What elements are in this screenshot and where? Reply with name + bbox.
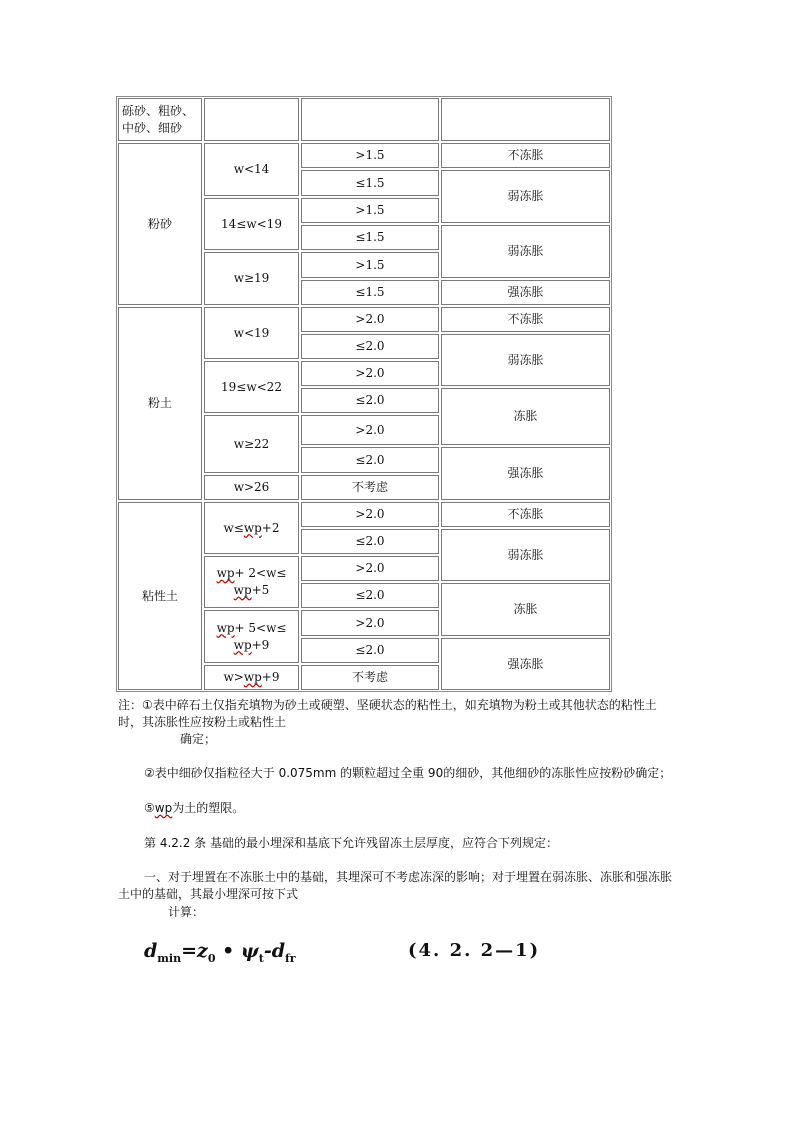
text-part: wp <box>243 670 262 684</box>
text-part: + 2<w≤ <box>234 566 287 580</box>
note-2: ②表中细砂仅指粒径大于 0.075mm 的颗粒超过全重 90的细砂，其他细砂的冻胀性应按粉砂确定； <box>144 766 672 780</box>
thickness-cell: 不考虑 <box>301 475 439 500</box>
moisture-text <box>217 565 287 599</box>
text-part: wp <box>216 620 235 635</box>
thickness-cell: >2.0 <box>301 361 439 386</box>
formula-dmin <box>144 940 296 965</box>
moisture-text <box>224 669 280 686</box>
thickness-cell: ≤2.0 <box>301 447 439 473</box>
frost-class-cell: 弱冻胀 <box>441 225 610 278</box>
thickness-cell: ≤1.5 <box>301 170 439 196</box>
formula-part: • <box>215 940 241 962</box>
frost-class-cell: 冻胀 <box>441 583 610 636</box>
equation-number: (4. 2. 2—1) <box>408 940 541 961</box>
moisture-cell: w<14 <box>204 143 299 196</box>
text-part: w> <box>223 670 244 684</box>
text-part: +2 <box>261 520 280 535</box>
formula-sub: t <box>258 951 264 965</box>
empty-cell <box>441 98 610 141</box>
thickness-cell: >2.0 <box>301 610 439 636</box>
frost-class-cell: 不冻胀 <box>441 502 610 527</box>
frost-class-cell: 弱冻胀 <box>441 170 610 223</box>
soil-cell-clay: 粘性土 <box>118 502 202 690</box>
thickness-cell: >1.5 <box>301 252 439 278</box>
text-part: +9 <box>261 670 280 684</box>
frost-class-cell: 弱冻胀 <box>441 529 610 581</box>
formula-part: ψ <box>240 940 259 962</box>
thickness-cell: ≤2.0 <box>301 638 439 663</box>
text-part: + 5<w≤ <box>234 620 287 635</box>
moisture-cell <box>204 556 299 608</box>
moisture-cell <box>204 665 299 690</box>
formula-part: = <box>181 940 198 962</box>
text-part: wp <box>243 520 262 535</box>
formula-part: z <box>197 940 208 962</box>
moisture-cell: w<19 <box>204 307 299 359</box>
moisture-cell: w>26 <box>204 475 299 500</box>
text-part: 为土的塑限。 <box>172 801 245 815</box>
note-1-line-2: 时，其冻胀性应按粉土或粘性土 <box>118 715 287 729</box>
paragraph-1-line-3: 计算： <box>168 905 205 919</box>
soil-cell-gravel-sand: 砾砂、粗砂、中砂、细砂 <box>118 98 202 141</box>
formula-sub: fr <box>285 951 296 965</box>
thickness-cell: ≤2.0 <box>301 529 439 554</box>
thickness-cell: ≤1.5 <box>301 225 439 250</box>
empty-cell <box>301 98 439 141</box>
moisture-text <box>224 520 280 537</box>
formula-sub: min <box>157 951 182 965</box>
text-part: wp <box>216 566 235 580</box>
text-part: wp <box>154 801 173 815</box>
thickness-cell: ≤2.0 <box>301 583 439 608</box>
article-4-2-2: 第 4.2.2 条 基础的最小埋深和基底下允许残留冻土层厚度，应符合下列规定： <box>144 836 558 850</box>
frost-class-cell: 不冻胀 <box>441 143 610 168</box>
frost-class-cell: 强冻胀 <box>441 280 610 305</box>
text-part: +9 <box>251 637 270 652</box>
note-1-line-3: 确定； <box>180 732 217 746</box>
thickness-cell: >1.5 <box>301 198 439 223</box>
text-part: wp <box>233 637 252 652</box>
moisture-cell: 14≤w<19 <box>204 198 299 250</box>
moisture-cell <box>204 610 299 663</box>
formula-sub: 0 <box>207 951 216 965</box>
soil-cell-silt: 粉土 <box>118 307 202 500</box>
frost-class-cell: 强冻胀 <box>441 638 610 690</box>
moisture-cell: w≥22 <box>204 415 299 473</box>
note-1-line-1: 注：①表中碎石土仅指充填物为砂土或硬塑、坚硬状态的粘性土，如充填物为粉土或其他状态的粘性土 <box>118 698 657 712</box>
thickness-cell: >2.0 <box>301 415 439 445</box>
text-part: w≤ <box>223 520 244 535</box>
thickness-cell: >2.0 <box>301 556 439 581</box>
frost-class-cell: 冻胀 <box>441 388 610 445</box>
text-part: +5 <box>251 583 270 597</box>
frost-class-cell: 强冻胀 <box>441 447 610 500</box>
thickness-cell: >2.0 <box>301 307 439 332</box>
text-part: wp <box>233 583 252 597</box>
thickness-cell: 不考虑 <box>301 665 439 690</box>
thickness-cell: >1.5 <box>301 143 439 168</box>
moisture-text <box>217 620 287 654</box>
thickness-cell: ≤1.5 <box>301 280 439 305</box>
frost-class-cell: 弱冻胀 <box>441 334 610 386</box>
thickness-cell: ≤2.0 <box>301 334 439 359</box>
thickness-cell: >2.0 <box>301 502 439 527</box>
moisture-cell: 19≤w<22 <box>204 361 299 413</box>
moisture-cell: w≥19 <box>204 252 299 305</box>
soil-cell-silty-sand: 粉砂 <box>118 143 202 305</box>
frost-class-cell: 不冻胀 <box>441 307 610 332</box>
thickness-cell: ≤2.0 <box>301 388 439 413</box>
empty-cell <box>204 98 299 141</box>
paragraph-1-line-1: 一、对于埋置在不冻胀土中的基础，其埋深可不考虑冻深的影响；对于埋置在弱冻胀、冻胀和强冻胀 <box>144 870 673 884</box>
moisture-cell <box>204 502 299 554</box>
text-part: ⑤ <box>144 801 155 815</box>
note-3 <box>144 800 244 817</box>
paragraph-1-line-2: 土中的基础，其最小埋深可按下式 <box>118 887 299 901</box>
formula-part: -d <box>263 940 286 962</box>
formula-part: d <box>144 940 158 962</box>
